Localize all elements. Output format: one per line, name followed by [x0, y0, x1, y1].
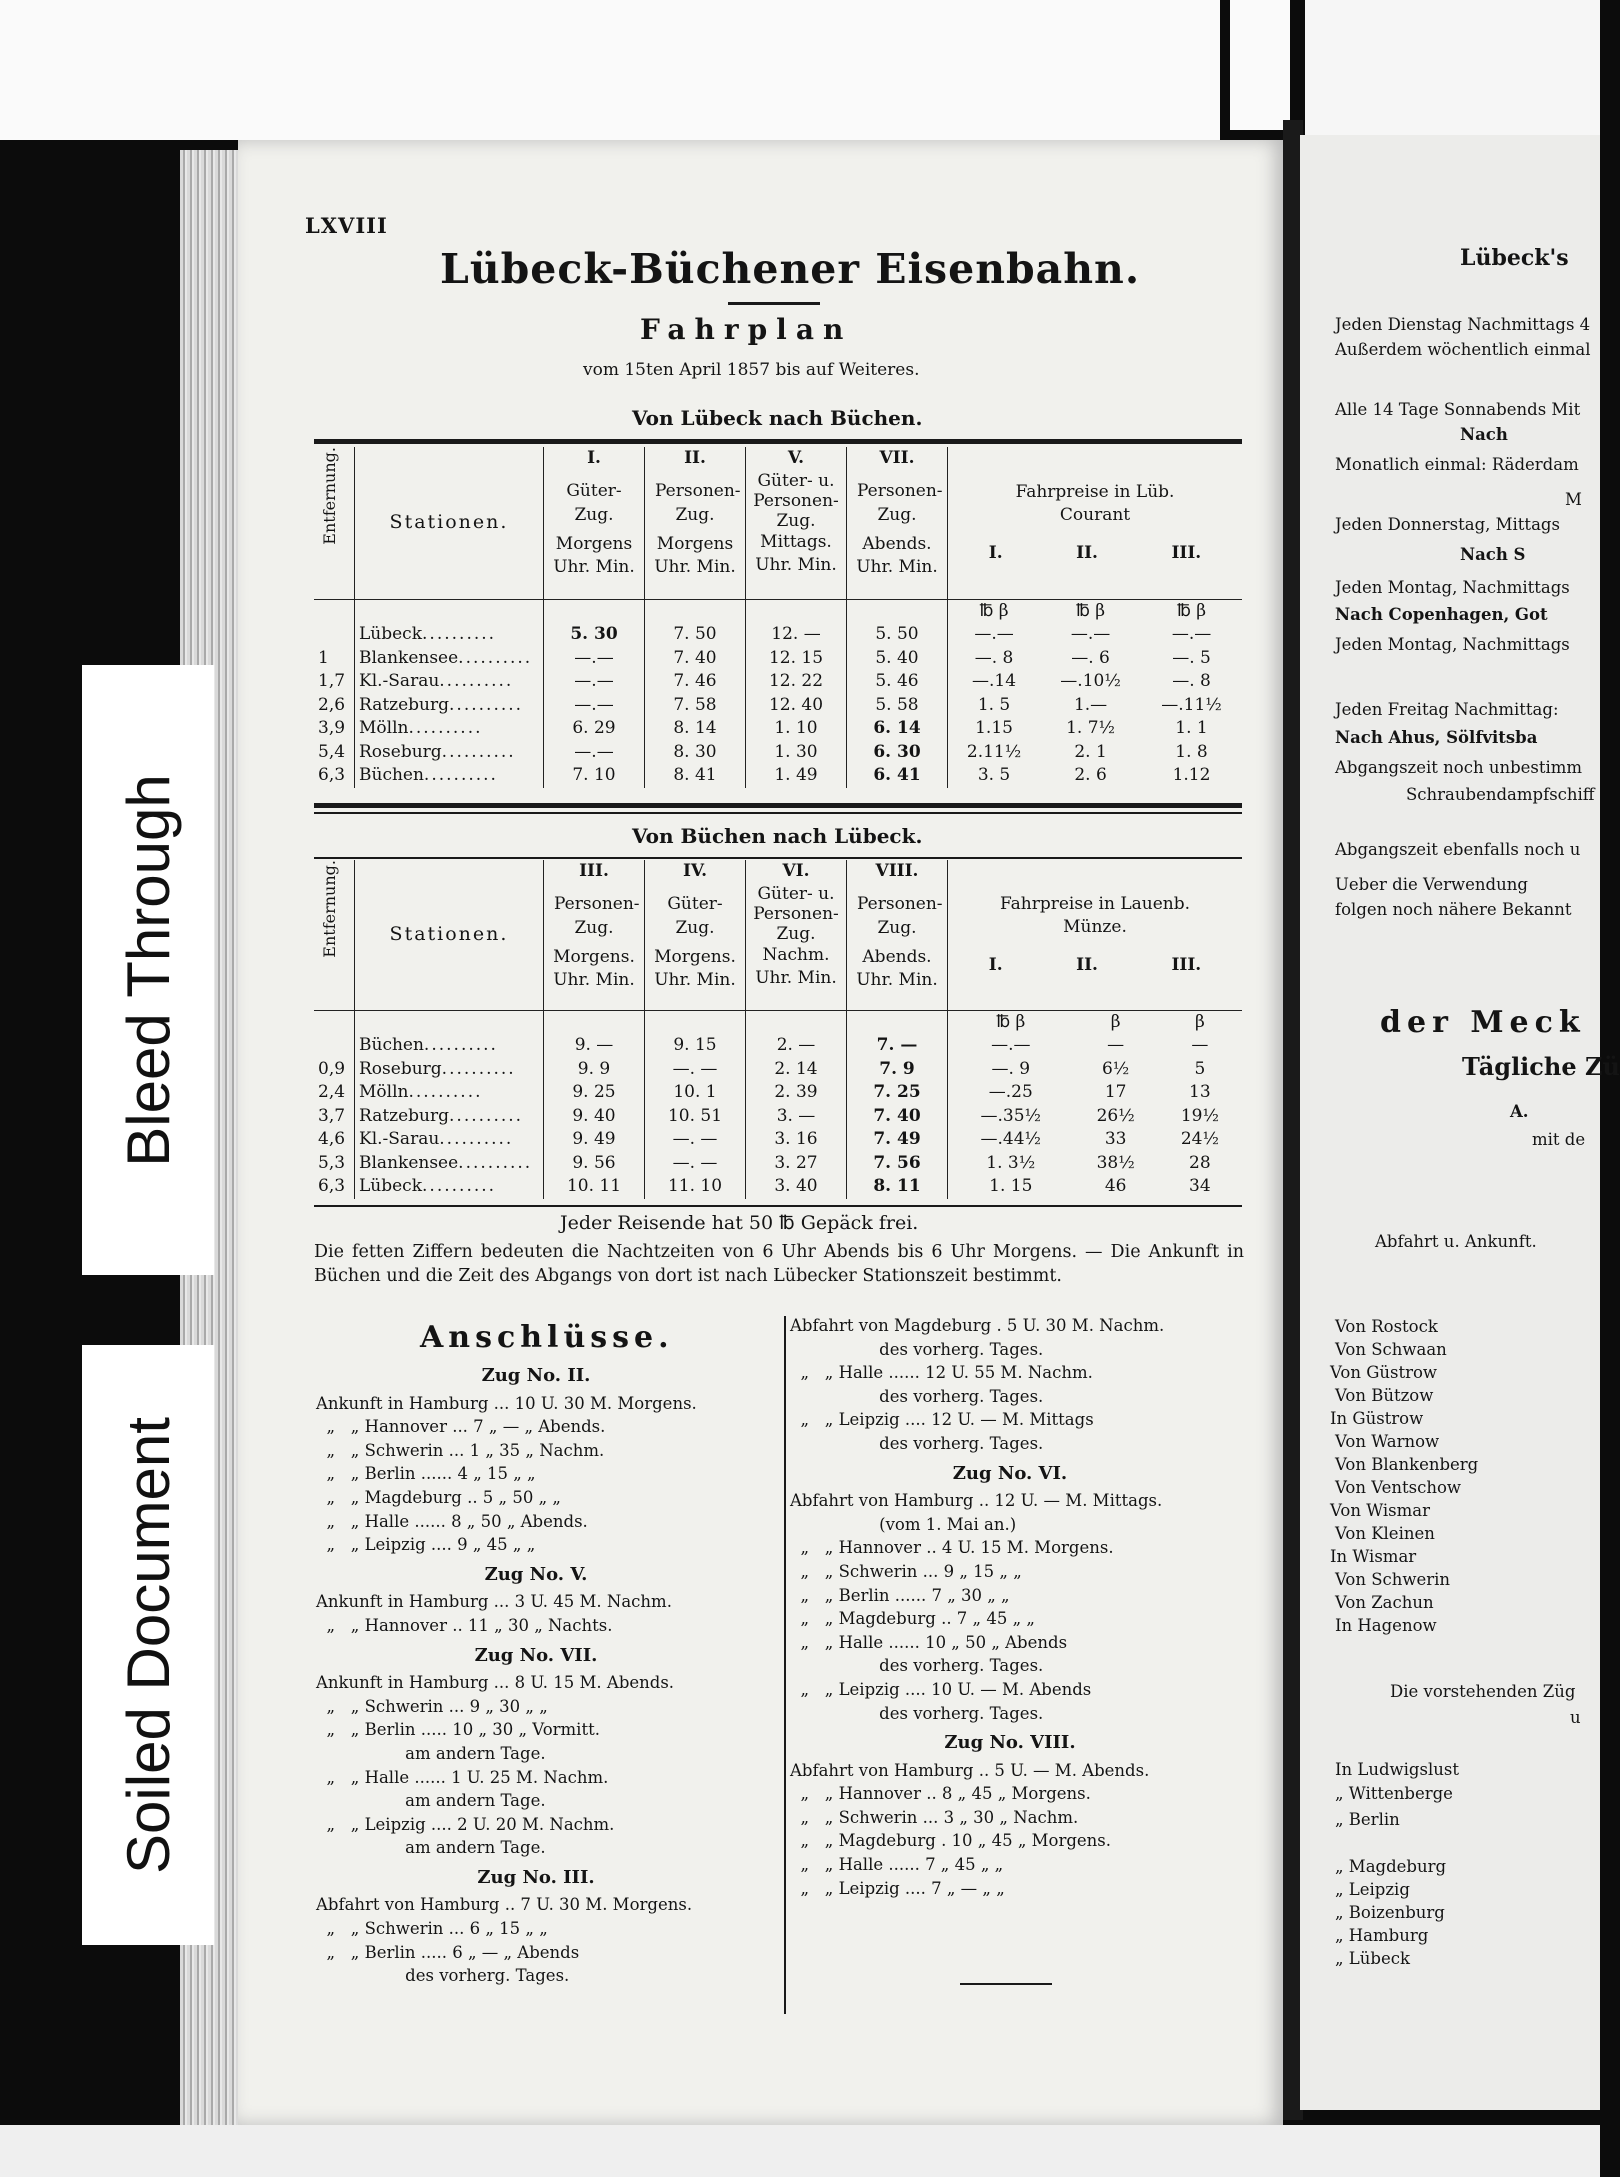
time-cell: 12. 15	[746, 647, 847, 671]
time-cell: 10. 1	[645, 1081, 746, 1105]
connection-line: „ „ Leipzig .... 2 U. 20 M. Nachm.	[316, 1814, 615, 1834]
connection-line: am andern Tage.	[316, 1791, 546, 1811]
right-page-line: Ueber die Verwendung	[1335, 875, 1528, 894]
distance	[314, 1034, 355, 1058]
time-cell: 7. 56	[847, 1152, 948, 1176]
right-page-line: Lübeck's	[1460, 245, 1569, 271]
time-cell: 1. 10	[746, 717, 847, 741]
right-page-line: In Hagenow	[1335, 1616, 1437, 1635]
fare-cell: 6½	[1101, 1058, 1130, 1079]
right-page-line: Tägliche Zü	[1462, 1052, 1620, 1081]
table2-heading: Von Büchen nach Lübeck.	[632, 824, 923, 848]
connection-line: Abfahrt von Hamburg .. 12 U. — M. Mittags.	[790, 1491, 1163, 1511]
train-I-header: I. Güter-Zug. Morgens Uhr. Min.	[544, 447, 645, 599]
fare-cell: 1.12	[1172, 765, 1211, 785]
connection-line: „ „ Berlin ..... 6 „ — „ Abends	[316, 1942, 580, 1962]
fare-cell: 2. 6	[1074, 765, 1107, 785]
fare-cell: 1. 8	[1175, 741, 1208, 762]
table-row	[314, 1105, 1242, 1129]
connection-line: des vorherg. Tages.	[790, 1433, 1044, 1453]
time-cell: —. —	[645, 1128, 746, 1152]
fares-header: Fahrpreise in Lüb. Courant I. II. III.	[988, 481, 1202, 563]
connection-line: „ „ Halle ...... 1 U. 25 M. Nachm.	[316, 1767, 609, 1787]
time-cell: 7. 9	[847, 1058, 948, 1082]
time-cell: 8. 41	[645, 764, 746, 788]
fare-unit: ℔ β	[996, 1011, 1026, 1032]
fare-cell: 1. 7½	[1066, 718, 1116, 738]
time-cell: 10. 51	[645, 1105, 746, 1129]
connection-line: des vorherg. Tages.	[790, 1386, 1044, 1406]
fares-header-2: Fahrpreise in Lauenb. Münze. I. II. III.	[988, 893, 1202, 975]
timetable-luebeck-buechen	[314, 447, 1242, 788]
right-page-line: mit de	[1532, 1130, 1586, 1149]
table-row	[314, 717, 1242, 741]
train-V-header: V. Güter- u. Personen-Zug. Mittags. Uhr. Min.	[746, 447, 847, 599]
fare-cell: —.—	[1171, 624, 1212, 644]
connection-line: „ „ Leipzig .... 9 „ 45 „ „	[316, 1535, 536, 1555]
station: Lübeck..........	[355, 1175, 544, 1199]
connection-line: „ „ Berlin ...... 4 „ 15 „ „	[316, 1464, 536, 1484]
right-page-line: Von Warnow	[1335, 1432, 1440, 1451]
validity-note: vom 15ten April 1857 bis auf Weiteres.	[583, 360, 920, 380]
fare-cell: 26½	[1096, 1105, 1135, 1126]
time-cell: 7. 49	[847, 1128, 948, 1152]
table-row	[314, 1152, 1242, 1176]
fare-cell: 34	[1189, 1176, 1211, 1196]
table-row	[314, 647, 1242, 671]
time-cell: —.—	[544, 647, 645, 671]
station: Ratzeburg..........	[355, 694, 544, 718]
connection-line: Abfahrt von Hamburg .. 5 U. — M. Abends.	[790, 1760, 1150, 1780]
right-page-line: Alle 14 Tage Sonnabends Mit	[1335, 400, 1581, 419]
end-rule	[960, 1983, 1052, 1985]
right-page-line: „ Wittenberge	[1335, 1784, 1453, 1803]
soiled-document-label: Soiled Document	[82, 1345, 214, 1945]
connection-line: „ „ Hannover .. 11 „ 30 „ Nachts.	[316, 1615, 613, 1635]
bleed-through-label: Bleed Through	[82, 665, 214, 1275]
connection-line: „ „ Schwerin ... 6 „ 15 „ „	[316, 1919, 548, 1939]
fare-unit: ℔ β	[1075, 600, 1106, 621]
connection-line: „ „ Magdeburg .. 7 „ 45 „ „	[790, 1609, 1035, 1629]
fare-cell: —.—	[991, 1035, 1031, 1055]
fare-cell: —	[1107, 1035, 1125, 1055]
train-VI-header: VI. Güter- u. Personen-Zug. Nachm. Uhr. Min.	[746, 860, 847, 1010]
time-cell: 5. 58	[847, 694, 948, 718]
train-II-header: II. Personen-Zug. Morgens Uhr. Min.	[645, 447, 746, 599]
fare-units-row	[314, 1010, 1242, 1034]
time-cell: —.—	[544, 670, 645, 694]
connection-line: „ „ Berlin ...... 7 „ 30 „ „	[790, 1585, 1010, 1605]
fare-cell: —.10½	[1060, 671, 1121, 691]
fare-cell: —. 8	[1172, 671, 1211, 691]
right-page-line: M	[1565, 490, 1582, 509]
right-page-line: A.	[1510, 1102, 1529, 1121]
fare-cell: —. 9	[991, 1058, 1031, 1079]
right-page-line: Von Zachun	[1335, 1593, 1434, 1612]
station: Büchen..........	[355, 1034, 544, 1058]
station: Roseburg..........	[355, 1058, 544, 1082]
page-number: LXVIII	[305, 213, 388, 238]
right-page-line: Jeden Montag, Nachmittags	[1335, 578, 1570, 597]
table1-bottom-rule	[314, 803, 1242, 808]
fare-unit: ℔ β	[979, 600, 1009, 621]
train-IV-header: IV. Güter-Zug. Morgens. Uhr. Min.	[645, 860, 746, 1010]
time-cell: —.—	[544, 741, 645, 765]
distance: 2,6	[314, 694, 355, 718]
connection-line: „ „ Schwerin ... 9 „ 15 „ „	[790, 1561, 1022, 1581]
time-cell: 5. 40	[847, 647, 948, 671]
fare-cell: —. 8	[974, 647, 1014, 668]
right-page-line: „ Lübeck	[1335, 1949, 1410, 1968]
table1-heading: Von Lübeck nach Büchen.	[632, 406, 923, 430]
fare-cell: —.—	[1070, 624, 1111, 644]
distance: 2,4	[314, 1081, 355, 1105]
connection-line: „ „ Halle ...... 10 „ 50 „ Abends	[790, 1632, 1068, 1652]
distance-header: Entfernung.	[314, 447, 355, 599]
right-page-line: Von Ventschow	[1335, 1478, 1462, 1497]
right-page-line: Von Schwerin	[1335, 1570, 1451, 1589]
train-subheading: Zug No. VII.	[474, 1644, 598, 1666]
connection-line: Ankunft in Hamburg ... 10 U. 30 M. Morgens.	[316, 1393, 697, 1413]
right-page-line: In Güstrow	[1330, 1409, 1424, 1428]
time-cell: 12. —	[746, 623, 847, 647]
time-cell: 9. 9	[544, 1058, 645, 1082]
right-page-line: der Meck	[1380, 1005, 1586, 1040]
fare-cell: 38½	[1096, 1152, 1135, 1173]
right-page-line: Von Blankenberg	[1335, 1455, 1479, 1474]
connection-line: des vorherg. Tages.	[790, 1656, 1044, 1676]
station: Ratzeburg..........	[355, 1105, 544, 1129]
time-cell: 10. 11	[544, 1175, 645, 1199]
right-page-line: Nach Copenhagen, Got	[1335, 605, 1548, 624]
time-cell: 6. 29	[544, 717, 645, 741]
time-cell: 6. 41	[847, 764, 948, 788]
station: Mölln..........	[355, 717, 544, 741]
background-bottom	[0, 2125, 1600, 2177]
time-cell: 5. 30	[544, 623, 645, 647]
distance: 1,7	[314, 670, 355, 694]
time-cell: 2. 39	[746, 1081, 847, 1105]
connection-line: „ „ Berlin ..... 10 „ 30 „ Vormitt.	[316, 1720, 600, 1740]
table-row	[314, 694, 1242, 718]
right-page-line: Außerdem wöchentlich einmal	[1335, 340, 1591, 359]
fare-cell: —. 5	[1172, 647, 1211, 668]
time-cell: 8. 14	[645, 717, 746, 741]
table2-bottom-rule	[314, 1205, 1242, 1207]
fare-cell: —.25	[988, 1082, 1033, 1102]
time-cell: 12. 22	[746, 670, 847, 694]
connection-line: „ „ Leipzig .... 7 „ — „ „	[790, 1878, 1005, 1898]
right-page-line: Nach	[1460, 425, 1508, 444]
connection-line: des vorherg. Tages.	[790, 1703, 1044, 1723]
train-subheading: Zug No. VIII.	[944, 1732, 1076, 1754]
right-page-line: Von Kleinen	[1335, 1524, 1435, 1543]
station: Kl.-Sarau..........	[355, 670, 544, 694]
right-page-line: Nach Ahus, Sölfvitsba	[1335, 728, 1538, 747]
fare-cell: 46	[1104, 1176, 1127, 1196]
time-cell: 11. 10	[645, 1175, 746, 1199]
fare-cell: 2.11½	[966, 741, 1022, 762]
fare-cell: —.35½	[980, 1105, 1042, 1126]
fare-units-row	[314, 599, 1242, 623]
time-cell: 7. —	[847, 1034, 948, 1058]
connection-line: „ „ Halle ...... 8 „ 50 „ Abends.	[316, 1511, 588, 1531]
right-page-line: Von Rostock	[1335, 1317, 1438, 1336]
connection-line: Ankunft in Hamburg ... 3 U. 45 M. Nachm.	[316, 1592, 672, 1612]
fare-cell: 1.15	[975, 718, 1013, 738]
fare-cell: 33	[1104, 1129, 1127, 1149]
fare-cell: 2. 1	[1074, 741, 1107, 762]
distance: 5,4	[314, 741, 355, 765]
distance: 3,7	[314, 1105, 355, 1129]
right-page-line: Von Wismar	[1330, 1501, 1430, 1520]
table-row	[314, 764, 1242, 788]
right-page-line: Jeden Donnerstag, Mittags	[1335, 515, 1560, 534]
timetable-buechen-luebeck	[314, 860, 1242, 1199]
fahrplan-title: Fahrplan	[640, 313, 853, 346]
connection-line: „ „ Schwerin ... 9 „ 30 „ „	[316, 1696, 548, 1716]
distance: 0,9	[314, 1058, 355, 1082]
connection-line: „ „ Leipzig .... 12 U. — M. Mittags	[790, 1410, 1094, 1430]
fare-cell: —.—	[974, 624, 1014, 644]
fare-unit: β	[1194, 1011, 1205, 1032]
fare-cell: —. 6	[1071, 647, 1110, 668]
time-cell: 3. 40	[746, 1175, 847, 1199]
right-page-line: Jeden Freitag Nachmittag:	[1335, 700, 1559, 719]
time-cell: —. —	[645, 1152, 746, 1176]
table-row	[314, 1058, 1242, 1082]
distance: 6,3	[314, 1175, 355, 1199]
time-cell: 9. 49	[544, 1128, 645, 1152]
time-cell: 7. 58	[645, 694, 746, 718]
train-III-header: III. Personen-Zug. Morgens. Uhr. Min.	[544, 860, 645, 1010]
right-page-line: Jeden Dienstag Nachmittags 4	[1335, 315, 1591, 334]
connection-line: „ „ Hannover .. 4 U. 15 M. Morgens.	[790, 1538, 1114, 1558]
train-VIII-header: VIII. Personen-Zug. Abends. Uhr. Min.	[847, 860, 948, 1010]
train-subheading: Zug No. III.	[477, 1866, 595, 1888]
connection-line: Abfahrt von Hamburg .. 7 U. 30 M. Morgens.	[316, 1895, 693, 1915]
right-page-line: „ Magdeburg	[1335, 1857, 1447, 1876]
right-page-line: In Wismar	[1330, 1547, 1417, 1566]
table-row	[314, 623, 1242, 647]
connection-line: am andern Tage.	[316, 1743, 546, 1763]
fare-cell: —.14	[972, 671, 1017, 691]
connection-line: „ „ Hannover ... 7 „ — „ Abends.	[316, 1417, 606, 1437]
connection-line: (vom 1. Mai an.)	[790, 1514, 1017, 1534]
station: Mölln..........	[355, 1081, 544, 1105]
right-page-line: Monatlich einmal: Räderdam	[1335, 455, 1579, 474]
right-page-line: Abgangszeit noch unbestimm	[1335, 758, 1583, 777]
fare-unit: β	[1110, 1011, 1121, 1032]
connection-line: „ „ Magdeburg .. 5 „ 50 „ „	[316, 1487, 561, 1507]
fare-cell: 3. 5	[977, 765, 1011, 785]
station: Büchen..........	[355, 764, 544, 788]
time-cell: 7. 25	[847, 1081, 948, 1105]
table-row	[314, 741, 1242, 765]
station: Roseburg..........	[355, 741, 544, 765]
fare-cell: 1. 15	[989, 1176, 1033, 1196]
connection-line: Abfahrt von Magdeburg . 5 U. 30 M. Nachm.	[790, 1316, 1165, 1335]
right-page-line: „ Leipzig	[1335, 1880, 1410, 1899]
background-top	[0, 0, 1220, 140]
time-cell: 6. 14	[847, 717, 948, 741]
right-page-line: Nach S	[1460, 545, 1526, 564]
fare-cell: 28	[1189, 1152, 1211, 1173]
time-cell: 2. —	[746, 1034, 847, 1058]
right-page-line: Von Bützow	[1335, 1386, 1434, 1405]
time-cell: 2. 14	[746, 1058, 847, 1082]
fare-cell: 24½	[1180, 1129, 1219, 1149]
time-cell: 9. 25	[544, 1081, 645, 1105]
time-cell: 7. 46	[645, 670, 746, 694]
fare-cell: 19½	[1180, 1105, 1219, 1126]
fare-cell: —.11½	[1161, 694, 1222, 715]
time-cell: 8. 30	[645, 741, 746, 765]
connections-left	[316, 1358, 756, 1988]
baggage-note: Jeder Reisende hat 50 ℔ Gepäck frei.	[560, 1212, 919, 1234]
fare-cell: 5	[1194, 1058, 1206, 1079]
fare-cell: 1. 5	[977, 694, 1011, 715]
table-row	[314, 1034, 1242, 1058]
time-cell: —.—	[544, 694, 645, 718]
table1-bottom-rule2	[314, 812, 1242, 814]
distance: 1	[314, 647, 355, 671]
train-subheading: Zug No. V.	[484, 1563, 588, 1585]
fare-cell: —.44½	[980, 1129, 1042, 1149]
time-cell: 7. 40	[645, 647, 746, 671]
fare-unit: ℔ β	[1176, 600, 1207, 621]
time-cell: 12. 40	[746, 694, 847, 718]
fare-cell: 13	[1189, 1082, 1211, 1102]
connection-line: am andern Tage.	[316, 1838, 546, 1858]
station: Lübeck..........	[355, 623, 544, 647]
stations-header: Stationen.	[355, 447, 544, 599]
connection-line: „ „ Halle ...... 7 „ 45 „ „	[790, 1855, 1004, 1875]
connections-divider	[784, 1316, 786, 2014]
right-page	[1300, 135, 1620, 2110]
time-cell: 8. 11	[847, 1175, 948, 1199]
time-cell: 5. 50	[847, 623, 948, 647]
right-page-line: „ Boizenburg	[1335, 1903, 1445, 1922]
right-page-line: Schraubendampfschiff	[1406, 785, 1595, 804]
page-title: Lübeck-Büchener Eisenbahn.	[440, 245, 1141, 293]
connection-line: „ „ Schwerin ... 1 „ 35 „ Nachm.	[316, 1440, 605, 1460]
distance: 6,3	[314, 764, 355, 788]
table-row	[314, 670, 1242, 694]
fare-cell: —	[1191, 1035, 1209, 1055]
time-cell: 3. 16	[746, 1128, 847, 1152]
background-top-gap	[1230, 0, 1290, 130]
time-cell: 1. 49	[746, 764, 847, 788]
stations-header-2: Stationen.	[355, 860, 544, 1010]
right-page-line: Von Schwaan	[1335, 1340, 1447, 1359]
time-cell: 9. 15	[645, 1034, 746, 1058]
time-cell: 7. 10	[544, 764, 645, 788]
connections-right	[790, 1314, 1230, 1900]
connection-line: „ „ Hannover .. 8 „ 45 „ Morgens.	[790, 1784, 1091, 1804]
right-page-line: folgen noch nähere Bekannt	[1335, 900, 1572, 919]
time-cell: 9. 40	[544, 1105, 645, 1129]
station: Blankensee..........	[355, 1152, 544, 1176]
connection-line: „ „ Leipzig .... 10 U. — M. Abends	[790, 1679, 1092, 1699]
distance: 3,9	[314, 717, 355, 741]
time-cell: 3. 27	[746, 1152, 847, 1176]
time-cell: —. —	[645, 1058, 746, 1082]
right-page-line: „ Berlin	[1335, 1810, 1400, 1829]
fare-cell: 1.—	[1073, 694, 1108, 715]
fare-cell: 1. 3½	[986, 1152, 1036, 1173]
connection-line: „ „ Halle ...... 12 U. 55 M. Nachm.	[790, 1363, 1093, 1383]
train-subheading: Zug No. II.	[481, 1365, 591, 1386]
time-cell: 3. —	[746, 1105, 847, 1129]
time-cell: 6. 30	[847, 741, 948, 765]
train-VII-header: VII. Personen-Zug. Abends. Uhr. Min.	[847, 447, 948, 599]
table-row	[314, 1081, 1242, 1105]
right-page-line: „ Hamburg	[1335, 1926, 1429, 1945]
table2-top-rule	[314, 857, 1242, 859]
time-cell: 7. 40	[847, 1105, 948, 1129]
table-row	[314, 1128, 1242, 1152]
fare-cell: 1. 1	[1175, 718, 1208, 738]
time-cell: 1. 30	[746, 741, 847, 765]
station: Kl.-Sarau..........	[355, 1128, 544, 1152]
time-cell: 9. —	[544, 1034, 645, 1058]
connection-line: Ankunft in Hamburg ... 8 U. 15 M. Abends.	[316, 1673, 675, 1693]
right-page-line: Von Güstrow	[1330, 1363, 1438, 1382]
right-page-line: Die vorstehenden Züg	[1390, 1682, 1576, 1701]
table-row	[314, 1175, 1242, 1199]
connection-line: „ „ Schwerin ... 3 „ 30 „ Nachm.	[790, 1807, 1079, 1827]
fare-cell: 17	[1104, 1082, 1127, 1102]
right-page-line: u	[1570, 1708, 1581, 1727]
distance-header-2: Entfernung.	[314, 860, 355, 1010]
title-rule	[728, 302, 820, 305]
right-page-line: In Ludwigslust	[1335, 1760, 1459, 1779]
right-page-line: Abfahrt u. Ankunft.	[1375, 1232, 1537, 1251]
table1-top-rule	[314, 439, 1242, 444]
time-cell: 9. 56	[544, 1152, 645, 1176]
connections-title: Anschlüsse.	[420, 1320, 674, 1355]
time-cell: 5. 46	[847, 670, 948, 694]
train-subheading: Zug No. VI.	[952, 1462, 1068, 1484]
connection-line: des vorherg. Tages.	[790, 1339, 1044, 1359]
connection-line: des vorherg. Tages.	[316, 1966, 570, 1986]
time-cell: 7. 50	[645, 623, 746, 647]
station: Blankensee..........	[355, 647, 544, 671]
distance: 5,3	[314, 1152, 355, 1176]
right-page-line: Jeden Montag, Nachmittags	[1335, 635, 1570, 654]
connection-line: „ „ Magdeburg . 10 „ 45 „ Morgens.	[790, 1831, 1112, 1851]
distance	[314, 623, 355, 647]
background-top-right	[1305, 0, 1600, 140]
right-page-line: Abgangszeit ebenfalls noch u	[1335, 840, 1581, 859]
distance: 4,6	[314, 1128, 355, 1152]
night-times-note: Die fetten Ziffern bedeuten die Nachtzeiten von 6 Uhr Abends bis 6 Uhr Morgens. — Die Ankunft in Büchen und die Zeit des Abgangs von dort ist nach Lübecker Stationszeit bestimmt.	[314, 1242, 1244, 1286]
